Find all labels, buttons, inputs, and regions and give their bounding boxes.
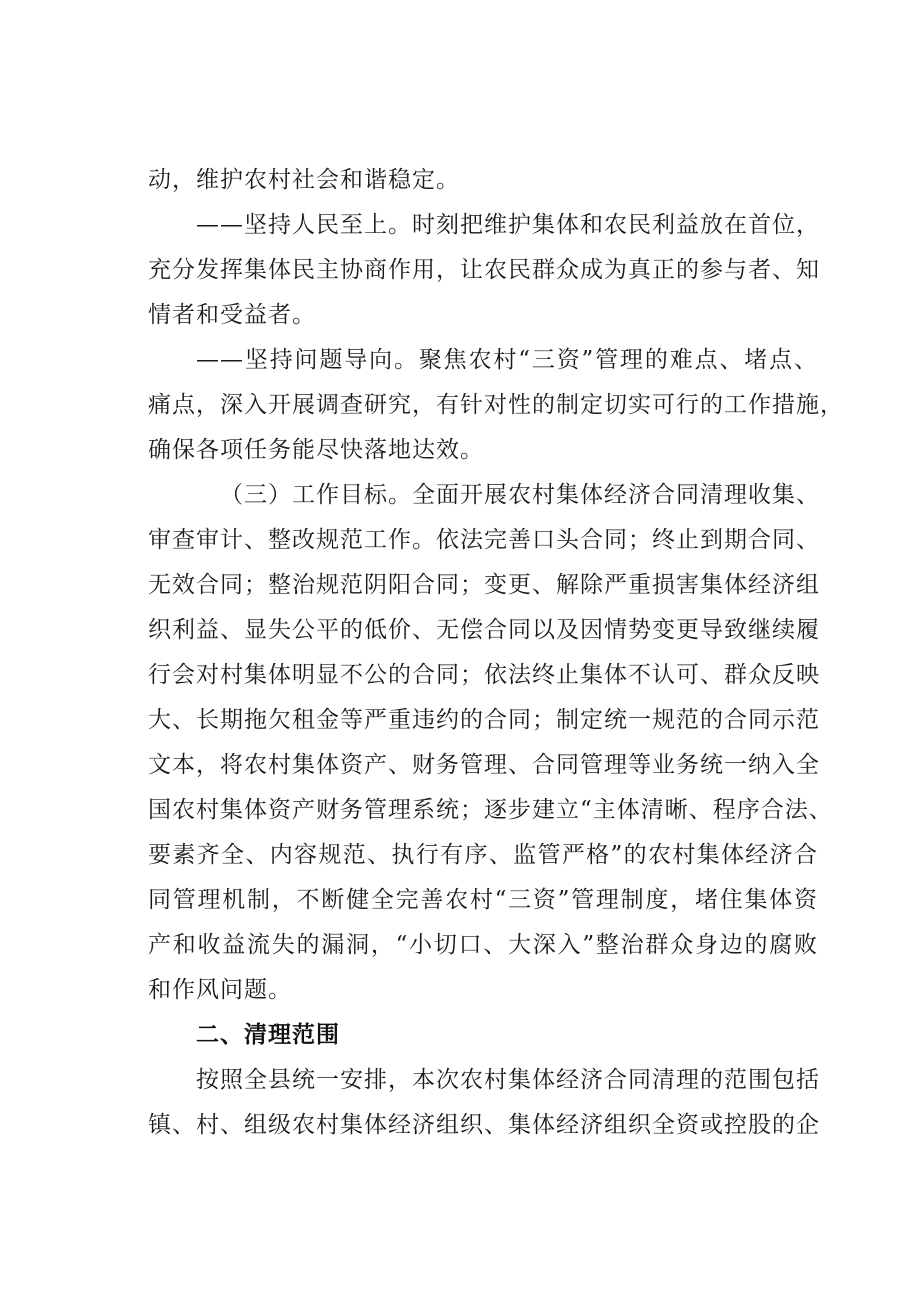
section-heading: 二、清理范围 bbox=[196, 1022, 340, 1048]
text-line: 织利益、显失公平的低价、无偿合同以及因情势变更导致继续履 bbox=[148, 617, 820, 643]
text-line: 痛点，深入开展调查研究，有针对性的制定切实可行的工作措施， bbox=[148, 392, 844, 418]
text-line: （三）工作目标。全面开展农村集体经济合同清理收集、 bbox=[220, 482, 820, 508]
text-line: 情者和受益者。 bbox=[148, 302, 316, 328]
text-line: 镇、村、组级农村集体经济组织、集体经济组织全资或控股的企 bbox=[148, 1112, 820, 1138]
text-line: 确保各项任务能尽快落地达效。 bbox=[148, 437, 484, 463]
text-line: 充分发挥集体民主协商作用，让农民群众成为真正的参与者、知 bbox=[148, 257, 820, 283]
text-line: 大、长期拖欠租金等严重违约的合同；制定统一规范的合同示范 bbox=[148, 707, 820, 733]
text-line: 和作风问题。 bbox=[148, 977, 292, 1003]
text-line: 国农村集体资产财务管理系统；逐步建立“主体清晰、程序合法、 bbox=[148, 797, 833, 823]
text-line: 产和收益流失的漏洞，“小切口、大深入”整治群众身边的腐败 bbox=[148, 932, 818, 958]
text-line: 按照全县统一安排，本次农村集体经济合同清理的范围包括 bbox=[196, 1067, 820, 1093]
text-line: ——坚持人民至上。时刻把维护集体和农民利益放在首位， bbox=[196, 212, 820, 238]
document-body bbox=[148, 158, 844, 1148]
text-line: 文本，将农村集体资产、财务管理、合同管理等业务统一纳入全 bbox=[148, 752, 820, 778]
text-line: 动，维护农村社会和谐稳定。 bbox=[148, 167, 460, 193]
text-line: 要素齐全、内容规范、执行有序、监管严格”的农村集体经济合 bbox=[148, 842, 818, 868]
text-line: 无效合同；整治规范阴阳合同；变更、解除严重损害集体经济组 bbox=[148, 572, 820, 598]
text-line: ——坚持问题导向。聚焦农村“三资”管理的难点、堵点、 bbox=[196, 347, 818, 373]
text-line: 行会对村集体明显不公的合同；依法终止集体不认可、群众反映 bbox=[148, 662, 820, 688]
text-line: 同管理机制，不断健全完善农村“三资”管理制度，堵住集体资 bbox=[148, 887, 818, 913]
text-line: 审查审计、整改规范工作。依法完善口头合同；终止到期合同、 bbox=[148, 527, 820, 553]
